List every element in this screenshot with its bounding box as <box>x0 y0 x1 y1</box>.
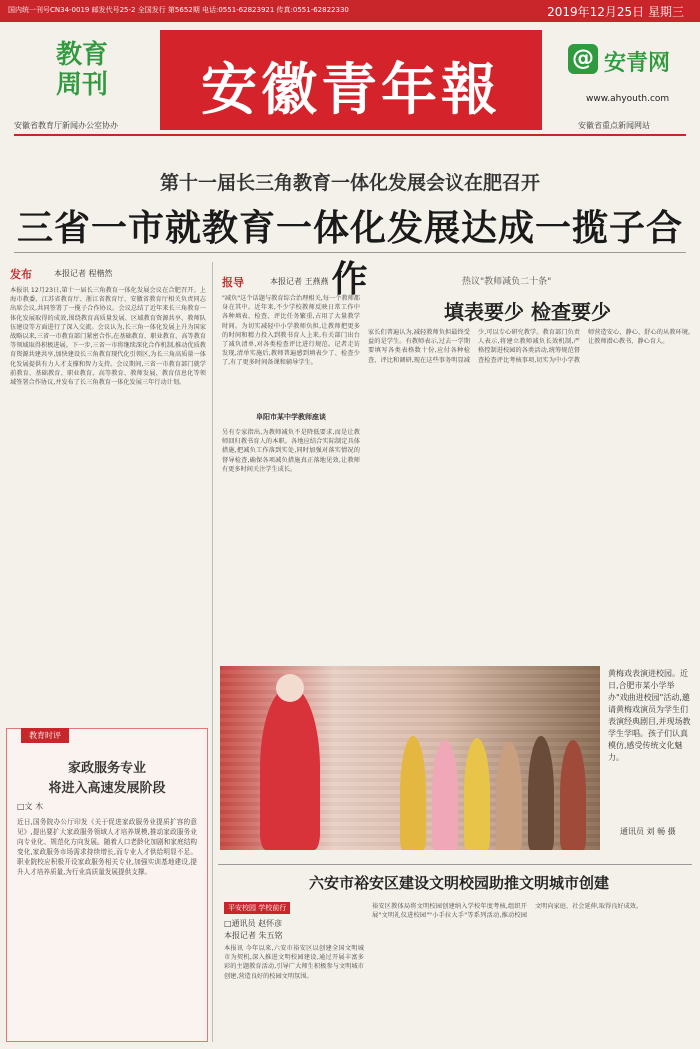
middle-subtitle: 阜阳市某中学教师座谈 <box>256 413 326 421</box>
commentary-title-line-2: 将进入高速发展阶段 <box>48 781 166 796</box>
middle-byline: 本报记者 王燕燕 <box>270 277 329 286</box>
middle-article-body: "减负"这个话题与教育综合治理相关,每一个教师都身在其中。近年来,不少学校教师反映日常工作中各种填表、检查、评比任务繁重,占用了大量教学时间。为切实减轻中小学教师负担,让教师把更多的时间和精力投入到教书育人上来,有关部门出台了减负清单,对各类检查评比进行规范。记者走访发现,清单实施后,教师普遍感到填表少了、检查少了,有了更多时间备课和辅导学生。 <box>222 295 360 367</box>
child-figure-6 <box>560 740 586 850</box>
lead-subhead: 第十一届长三角教育一体化发展会议在肥召开 <box>159 172 540 194</box>
bottom-byline-2: 本报记者 朱五铭 <box>224 931 283 940</box>
edu-weekly-label <box>32 40 132 100</box>
column-divider-2 <box>212 862 213 1042</box>
newspaper-title: 安徽青年報 <box>201 57 501 123</box>
middle-section-label: 报导 <box>222 276 244 289</box>
right-quote: 热议"教师减负二十条" <box>462 277 552 287</box>
bottom-divider <box>218 864 692 865</box>
lead-headline: 三省一市就教育一体化发展达成一揽子合作 <box>16 207 683 300</box>
bottom-byline-1: □通讯员 赵怀彦 <box>224 919 283 928</box>
commentary-tag: 教育时评 <box>21 728 69 743</box>
website-url[interactable]: www.ahyouth.com <box>586 94 670 104</box>
masthead-bar <box>0 0 700 22</box>
child-figure-5 <box>528 736 554 850</box>
masthead-divider <box>14 134 686 136</box>
news-photo <box>220 666 600 850</box>
bottom-title: 六安市裕安区建设文明校园助推文明城市创建 <box>308 874 609 892</box>
column-divider-1 <box>212 262 213 862</box>
right-organization: 安徽省重点新闻网站 <box>578 121 650 130</box>
right-article-body: 家长们普遍认为,减轻教师负担最终受益的是学生。有教师表示,过去一学期要填写各类表格数十份,应付各种检查、评比和调研,现在这些事务明显减少,可以专心研究教学。教育部门负责人表示,将建立教师减负长效机制,严格控制进校园的各类活动,统筹规范督查检查评比考核事项,切实为中小学教师营造安心、静心、舒心的从教环境,让教师潜心教书、静心育人。 <box>368 329 690 364</box>
photo-credit: 通讯员 刘 畅 摄 <box>620 827 676 836</box>
site-logo-name: 安青网 <box>604 50 671 76</box>
at-logo-icon: @ <box>568 44 598 74</box>
left-organization: 安徽省教育厅新闻办公室协办 <box>14 121 118 130</box>
bottom-article-body: 本报讯 今年以来,六安市裕安区以创建全国文明城市为契机,深入推进文明校园建设,通过开展丰富多彩的主题教育活动,引导广大师生积极参与文明城市创建,营造良好的校园文明氛围。 <box>224 945 364 980</box>
edu-line-2: 周刊 <box>55 70 108 100</box>
commentary-author: □文 木 <box>17 802 44 811</box>
lead-divider <box>14 252 686 253</box>
site-logo[interactable] <box>568 42 692 82</box>
newspaper-title-box <box>160 30 542 130</box>
bottom-article-body-2: 裕安区教体局将文明校园创建纳入学校年度考核,组织开展"文明礼仪进校园""小手拉大手"等系列活动,推动校园文明向家庭、社会延伸,取得良好成效。 <box>372 903 643 920</box>
photo-caption: 黄梅戏表演进校园。近日,合肥市某小学举办"戏曲进校园"活动,邀请黄梅戏演员为学生们表演经典剧目,并现场教学生学唱。孩子们认真模仿,感受传统文化魅力。 <box>608 669 691 762</box>
child-figure-2 <box>432 740 458 850</box>
issue-date: 2019年12月25日 星期三 <box>547 5 684 19</box>
commentary-body: 近日,国务院办公厅印发《关于促进家政服务业提质扩容的意见》,提出要扩大家政服务领域人才培养规模,推动家政服务业向专业化、规范化方向发展。随着人口老龄化加剧和家庭结构变化,家政服务市场需求持续增长,而专业人才供给明显不足。职业院校应积极开设家政服务相关专业,加强实训基地建设,提升人才培养质量,为行业高质量发展提供支撑。 <box>17 818 197 876</box>
performer-figure <box>260 686 320 850</box>
commentary-title-line-1: 家政服务专业 <box>67 761 146 776</box>
left-article-body: 本报讯 12月23日,第十一届长三角教育一体化发展会议在合肥召开。上海市教委、江苏省教育厅、浙江省教育厅、安徽省教育厅相关负责同志出席会议,共同签署了一揽子合作协议。会议总结了近年来长三角教育一体化发展取得的成效,围绕教育高质量发展、区域教育资源共享、教师队伍建设等方面进行了深入交流。会议认为,长三角一体化发展上升为国家战略以来,三省一市教育部门紧密合作,在基础教育、职业教育、高等教育等领域取得积极进展。下一步,三省一市将继续深化合作机制,推动优质教育资源共建共享,加快建设长三角教育现代化引领区,为长三角高质量一体化发展提供有力人才支撑和智力支持。会议期间,三省一市教育部门就学前教育、基础教育、职业教育、高等教育、教师发展、教育信息化等领域签署合作协议,并发布了长三角教育一体化发展三年行动计划。 <box>10 287 206 387</box>
right-title: 填表要少 检查要少 <box>444 300 611 324</box>
middle-article-body-2: 另有专家指出,为教师减负不是降低要求,而是让教师回归教书育人的本职。各地应结合实际制定具体措施,把减负工作落到实处,同时加强对落实情况的督导检查,确保各项减负措施真正落地见效,让教师有更多时间关注学生成长。 <box>222 429 360 473</box>
child-figure-4 <box>496 742 522 850</box>
child-figure-1 <box>400 736 426 850</box>
commentary-box <box>6 728 208 1042</box>
left-byline: 本报记者 程楷然 <box>54 269 113 278</box>
issue-meta: 国内统一刊号CN34-0019 邮发代号25-2 全国发行 第5652期 电话:0551-62823921 传真:0551-62822330 <box>8 6 349 14</box>
left-section-label: 发布 <box>10 268 32 281</box>
bottom-tag: 平安校园 学校前行 <box>224 902 290 914</box>
child-figure-3 <box>464 738 490 850</box>
performer-head <box>276 674 304 702</box>
edu-line-1: 教育 <box>55 40 108 70</box>
